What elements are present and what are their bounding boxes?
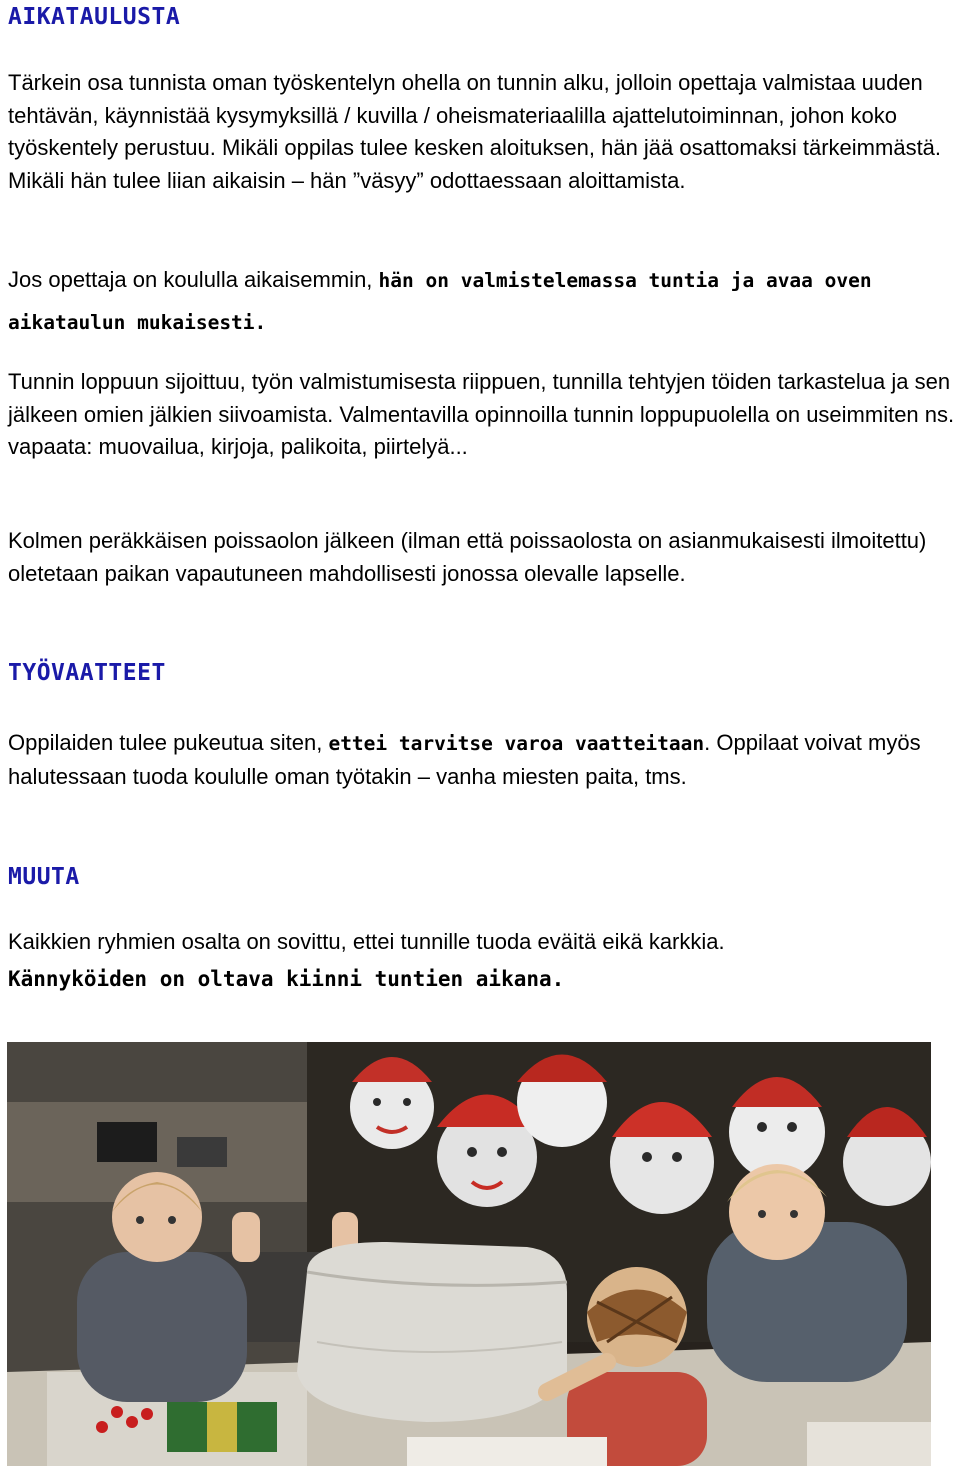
paragraph-clothing-tail: . Oppilaat voivat myös halutessaan tuoda koululle oman työtakin – vanha miesten paita, tms. [8,730,921,789]
paragraph-clothing-emphasis: ettei tarvitse varoa vaatteitaan [328,732,705,755]
paragraph-teacher-early-emphasis: hän on valmistelemassa tuntia ja avaa oven aikataulun mukaisesti. [8,269,872,334]
classroom-photo-illustration [7,1042,931,1466]
classroom-photo [7,1042,931,1466]
heading-tyovaatteet: TYÖVAATTEET [8,660,166,686]
paragraph-teacher-early [8,259,958,343]
paragraph-absences: Kolmen peräkkäisen poissaolon jälkeen (ilman että poissaolosta on asianmukaisesti ilmoitettu) oletetaan paikan vapautuneen mahdollisesti jonossa olevalle lapselle. [8,528,927,586]
paragraph-clothing-lead: Oppilaiden tulee pukeutua siten, [8,730,329,755]
paragraph-snacks: Kaikkien ryhmien osalta on sovittu, ettei tunnille tuoda eväitä eikä karkkia. [8,929,725,954]
papier-mache-sculpture [297,1242,567,1422]
paragraph-clothing [8,727,958,793]
heading-aikataulusta: AIKATAULUSTA [8,4,181,30]
paragraph-lesson-start: Tärkein osa tunnista oman työskentelyn ohella on tunnin alku, jolloin opettaja valmistaa uuden tehtävän, käynnistää kysymyksillä / kuvilla / oheismateriaalilla ajattelutoiminnan, johon koko työskentely perustuu. Mikäli oppilas tulee kesken aloituksen, hän jää osattomaksi tärkeimmästä. Mikäli hän tulee liian aikaisin – hän ”väsyy” odottaessaan aloittamista. [8,70,942,193]
paragraph-teacher-early-lead: Jos opettaja on koululla aikaisemmin, [8,267,379,292]
paragraph-phones-emphasis: Kännyköiden on oltava kiinni tuntien aikana. [8,967,565,991]
paragraph-phones [8,963,958,996]
heading-muuta: MUUTA [8,864,80,890]
paragraph-lesson-end: Tunnin loppuun sijoittuu, työn valmistumisesta riippuen, tunnilla tehtyjen töiden tarkastelua ja sen jälkeen omien jälkien siivoamista. Valmentavilla opinnoilla tunnin loppupuolella on useimmiten ns. vapaata: muovailua, kirjoja, palikoita, piirtelyä... [8,369,955,459]
